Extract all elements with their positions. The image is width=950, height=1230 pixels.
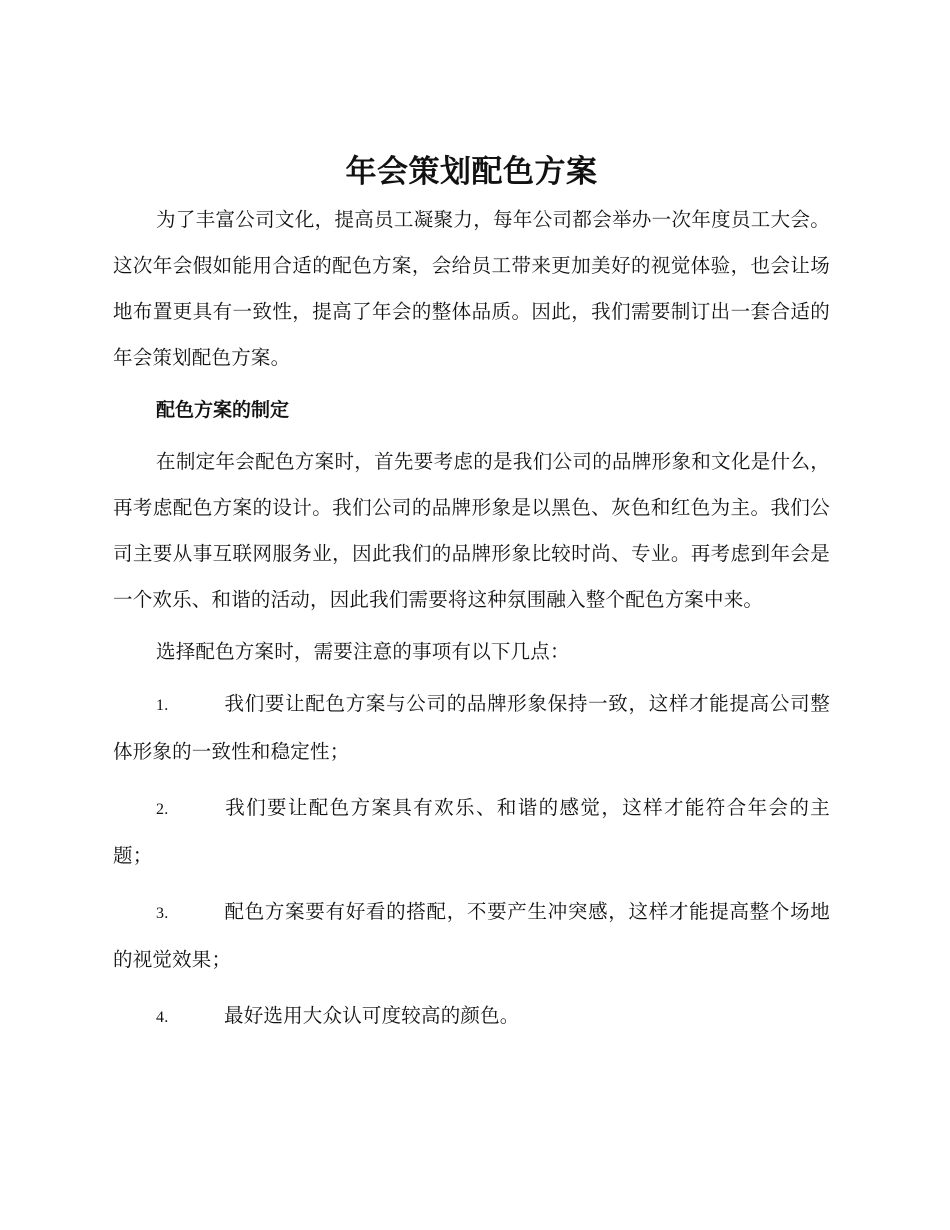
list-item-number: 2.: [156, 801, 169, 818]
list-item-text: 我们要让配色方案与公司的品牌形象保持一致，这样才能提高公司整体形象的一致性和稳定性；: [113, 692, 830, 763]
list-item-text: 我们要让配色方案具有欢乐、和谐的感觉，这样才能符合年会的主题；: [113, 796, 830, 867]
section-paragraph: 在制定年会配色方案时，首先要考虑的是我们公司的品牌形象和文化是什么，再考虑配色方案的设计。我们公司的品牌形象是以黑色、灰色和红色为主。我们公司主要从事互联网服务业，因此我们的品牌形象比较时尚、专业。再考虑到年会是一个欢乐、和谐的活动，因此我们需要将这种氛围融入整个配色方案中来。: [113, 450, 830, 611]
list-item: [113, 889, 830, 983]
list-item: [113, 681, 830, 775]
list-item-number: 1.: [156, 697, 169, 714]
section-heading: 配色方案的制定: [156, 399, 290, 421]
list-item-number: 3.: [156, 905, 169, 922]
list-intro-paragraph: 选择配色方案时，需要注意的事项有以下几点：: [156, 640, 570, 663]
list-item-text: 配色方案要有好看的搭配，不要产生冲突感，这样才能提高整个场地的视觉效果；: [113, 900, 830, 971]
intro-paragraph: 为了丰富公司文化，提高员工凝聚力，每年公司都会举办一次年度员工大会。这次年会假如能用合适的配色方案，会给员工带来更加美好的视觉体验，也会让场地布置更具有一致性，提高了年会的整体品质。因此，我们需要制订出一套合适的年会策划配色方案。: [113, 208, 830, 369]
list-item: [113, 785, 830, 879]
list-item-number: 4.: [156, 1009, 169, 1026]
document-title: 年会策划配色方案: [345, 154, 598, 190]
list-item-text: 最好选用大众认可度较高的颜色。: [224, 1004, 520, 1027]
document-page: [113, 147, 830, 1051]
list-item: [113, 993, 830, 1041]
